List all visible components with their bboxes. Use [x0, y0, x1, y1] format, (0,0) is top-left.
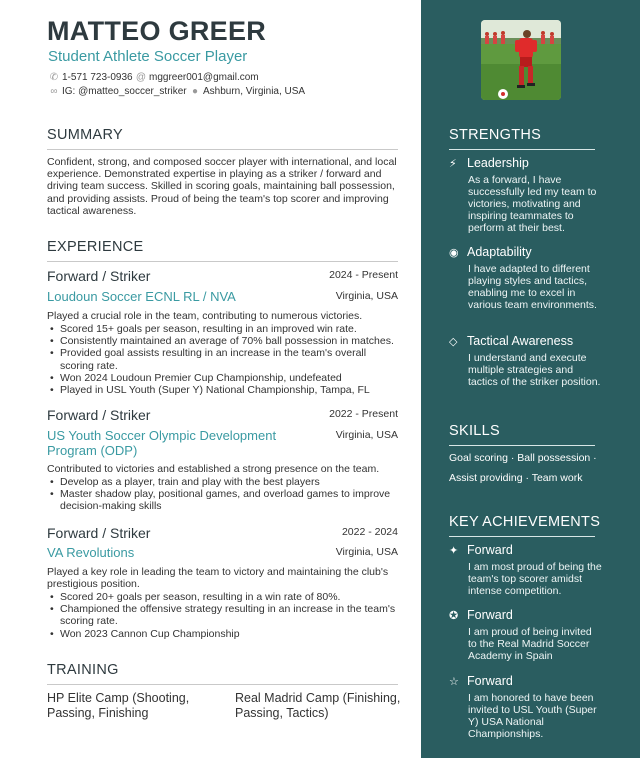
skill-item: Goal scoring — [449, 452, 508, 464]
strengths-divider — [449, 149, 595, 150]
job-organization: Loudoun Soccer ECNL RL / NVA — [47, 289, 236, 304]
list-item: • Won 2024 Loudoun Premier Cup Championship, undefeated — [47, 372, 402, 384]
strength-label: Tactical Awareness — [467, 334, 574, 348]
training-item: Real Madrid Camp (Finishing, Passing, Tactics) — [235, 691, 401, 720]
achievement-label: Forward — [467, 608, 513, 622]
summary-heading: SUMMARY — [47, 127, 123, 143]
social-contact — [48, 86, 187, 97]
skill-item: Ball possession — [517, 452, 591, 464]
link-icon: ∞ — [50, 86, 58, 97]
list-item: • Develop as a player, train and play with the best players — [47, 476, 402, 488]
achievements-divider — [449, 536, 595, 537]
job-bullets — [47, 591, 402, 640]
soccer-player-photo-icon — [481, 20, 561, 100]
profile-photo — [481, 20, 561, 100]
location-text: Ashburn, Virginia, USA — [203, 86, 306, 97]
job-organization: VA Revolutions — [47, 545, 135, 560]
job-date: 2022 - Present — [329, 408, 398, 420]
job-bullets — [47, 323, 402, 396]
achievement-title — [449, 543, 513, 557]
phone-icon: ✆ — [49, 72, 59, 83]
training-item: HP Elite Camp (Shooting, Passing, Finishing — [47, 691, 190, 720]
list-item: • Scored 20+ goals per season, resulting in a win rate of 80%. — [47, 591, 402, 603]
list-item: • Won 2023 Cannon Cup Championship — [47, 628, 402, 640]
strength-text: As a forward, I have successfully led my team to victories, motivating and inspiring teammates to perform at their best. — [468, 174, 597, 234]
job-title: Forward / Striker — [47, 407, 151, 423]
achievement-text: I am honored to have been invited to USL Youth (Super Y) USA National Championships. — [468, 692, 597, 740]
location-pin-icon: ● — [191, 86, 199, 97]
training-heading: TRAINING — [47, 662, 119, 678]
strength-title — [449, 156, 529, 170]
award-icon: ✪ — [449, 609, 459, 622]
job-summary: Contributed to victories and established a strong presence on the team. — [47, 463, 380, 475]
email-contact — [135, 72, 259, 83]
social-text[interactable]: IG: @matteo_soccer_striker — [62, 86, 187, 97]
phone-text: 1-571 723-0936 — [62, 72, 133, 83]
strength-text: I have adapted to different playing styles and tactics, enabling me to excel in various team environments. — [468, 263, 597, 311]
list-item: • Played in USL Youth (Super Y) National Championship, Tampa, FL — [47, 384, 402, 396]
candidate-role: Student Athlete Soccer Player — [48, 48, 248, 65]
skill-item: Team work — [531, 471, 583, 484]
strength-label: Adaptability — [467, 245, 532, 259]
job-title: Forward / Striker — [47, 268, 151, 284]
strength-label: Leadership — [467, 156, 529, 170]
achievements-heading: KEY ACHIEVEMENTS — [449, 514, 601, 530]
job-date: 2022 - 2024 — [341, 526, 398, 538]
star-icon: ☆ — [449, 675, 459, 688]
sparkle-icon: ✦ — [449, 544, 459, 557]
strength-title — [449, 245, 532, 259]
list-item: • Championed the offensive strategy resulting in an increase in the team's scoring rate. — [47, 603, 402, 627]
location-contact — [189, 86, 305, 97]
job-summary: Played a crucial role in the team, contributing to numerous victories. — [47, 310, 363, 322]
achievement-label: Forward — [467, 674, 513, 688]
brain-icon: ◉ — [449, 246, 459, 259]
phone-contact — [48, 72, 133, 83]
job-summary: Played a key role in leading the team to victory and maintaining the club's prestigious position. — [47, 566, 389, 591]
summary-text: Confident, strong, and composed soccer player with international, and local experience. Demonstrated expertise in playing as a striker / forward and driving team success. Skilled in scoring goals, maintaining ball possession, and providing assists. Proud of being the team's top scorer and improving tactical awareness. — [47, 156, 397, 217]
job-date: 2024 - Present — [329, 269, 398, 281]
achievement-label: Forward — [467, 543, 513, 557]
experience-divider — [47, 261, 398, 262]
list-item: • Consistently maintained an average of 70% ball possession in matches. — [47, 335, 402, 347]
job-title: Forward / Striker — [47, 525, 151, 541]
summary-divider — [47, 149, 398, 150]
job-location: Virginia, USA — [335, 290, 398, 302]
strength-text: I understand and execute multiple strategies and tactics of the striker position. — [468, 352, 601, 388]
candidate-name: MATTEO GREER — [47, 16, 267, 46]
job-bullets — [47, 476, 402, 513]
strength-title — [449, 334, 573, 348]
strengths-heading: STRENGTHS — [449, 127, 542, 143]
achievement-text: I am proud of being invited to the Real Madrid Soccer Academy in Spain — [468, 626, 592, 662]
skill-item: Assist providing — [449, 471, 523, 484]
lightning-icon: ⚡︎ — [449, 157, 457, 170]
job-location: Virginia, USA — [335, 429, 398, 441]
diamond-icon: ◇ — [449, 335, 458, 348]
list-item: • Master shadow play, positional games, and overload games to improve decision-making skills — [47, 488, 402, 512]
training-divider — [47, 684, 398, 685]
achievement-text: I am most proud of being the team's top scorer amidst intense competition. — [468, 561, 602, 597]
skills-divider — [449, 445, 595, 446]
list-item: • Scored 15+ goals per season, resulting in an improved win rate. — [47, 323, 402, 335]
list-item: • Provided goal assists resulting in an increase in the team's overall scoring rate. — [47, 347, 402, 371]
skills-list: Goal scoring · Ball possession · Assist providing · Team work — [449, 452, 597, 484]
at-icon: @ — [135, 72, 147, 83]
achievement-title — [449, 674, 513, 688]
email-text[interactable]: mggreer001@gmail.com — [149, 72, 259, 83]
achievement-title — [449, 608, 513, 622]
job-organization: US Youth Soccer Olympic Development Program (ODP) — [47, 428, 277, 458]
job-location: Virginia, USA — [335, 546, 398, 558]
skills-heading: SKILLS — [449, 423, 500, 439]
experience-heading: EXPERIENCE — [47, 239, 144, 255]
